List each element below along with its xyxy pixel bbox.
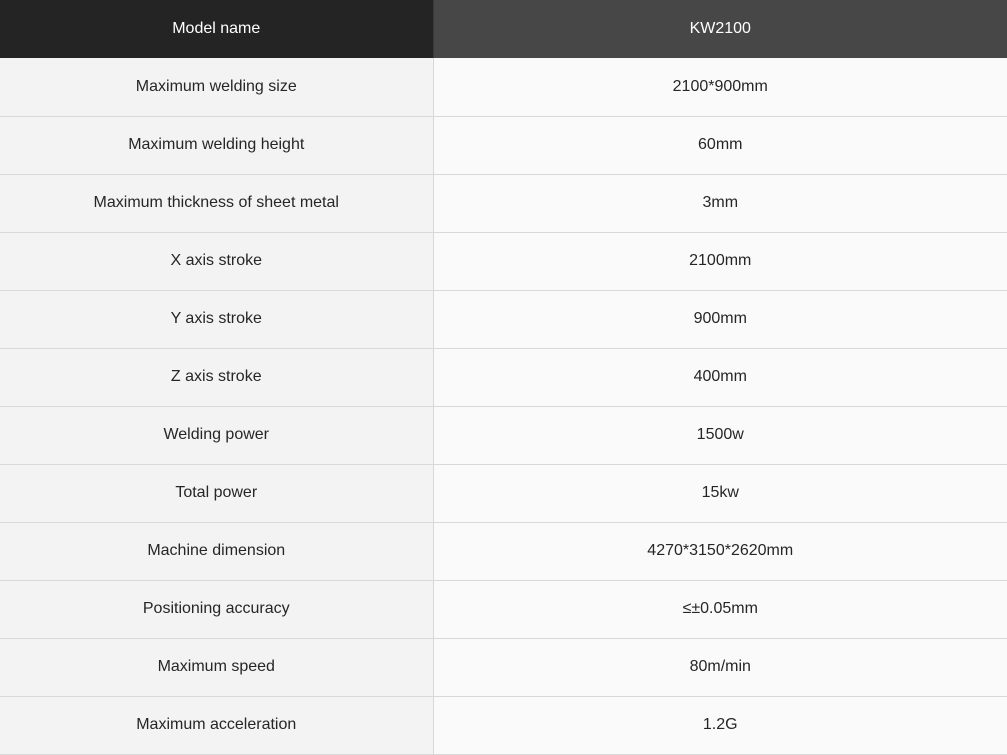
spec-label: Positioning accuracy <box>0 580 433 638</box>
spec-label: X axis stroke <box>0 232 433 290</box>
spec-label: Maximum thickness of sheet metal <box>0 174 433 232</box>
spec-value: 400mm <box>433 348 1007 406</box>
spec-label: Maximum welding height <box>0 116 433 174</box>
spec-table-header <box>0 0 1007 58</box>
table-row <box>0 696 1007 754</box>
header-model-cell: KW2100 <box>433 0 1007 58</box>
spec-value: 2100mm <box>433 232 1007 290</box>
spec-label: Total power <box>0 464 433 522</box>
table-row <box>0 174 1007 232</box>
table-row <box>0 522 1007 580</box>
spec-label: Machine dimension <box>0 522 433 580</box>
table-row <box>0 348 1007 406</box>
spec-label: Y axis stroke <box>0 290 433 348</box>
spec-label: Maximum welding size <box>0 58 433 116</box>
table-row <box>0 290 1007 348</box>
table-row <box>0 58 1007 116</box>
spec-label: Maximum speed <box>0 638 433 696</box>
table-row <box>0 638 1007 696</box>
spec-value: 1500w <box>433 406 1007 464</box>
spec-value: 3mm <box>433 174 1007 232</box>
spec-table-body <box>0 58 1007 754</box>
spec-label: Maximum acceleration <box>0 696 433 754</box>
spec-value: 60mm <box>433 116 1007 174</box>
spec-value: 900mm <box>433 290 1007 348</box>
table-row <box>0 464 1007 522</box>
spec-value: 2100*900mm <box>433 58 1007 116</box>
header-row <box>0 0 1007 58</box>
table-row <box>0 406 1007 464</box>
spec-label: Welding power <box>0 406 433 464</box>
spec-value: 80m/min <box>433 638 1007 696</box>
spec-label: Z axis stroke <box>0 348 433 406</box>
header-label-cell: Model name <box>0 0 433 58</box>
spec-value: 15kw <box>433 464 1007 522</box>
spec-value: 4270*3150*2620mm <box>433 522 1007 580</box>
table-row <box>0 116 1007 174</box>
table-row <box>0 232 1007 290</box>
table-row <box>0 580 1007 638</box>
spec-value: ≤±0.05mm <box>433 580 1007 638</box>
spec-value: 1.2G <box>433 696 1007 754</box>
